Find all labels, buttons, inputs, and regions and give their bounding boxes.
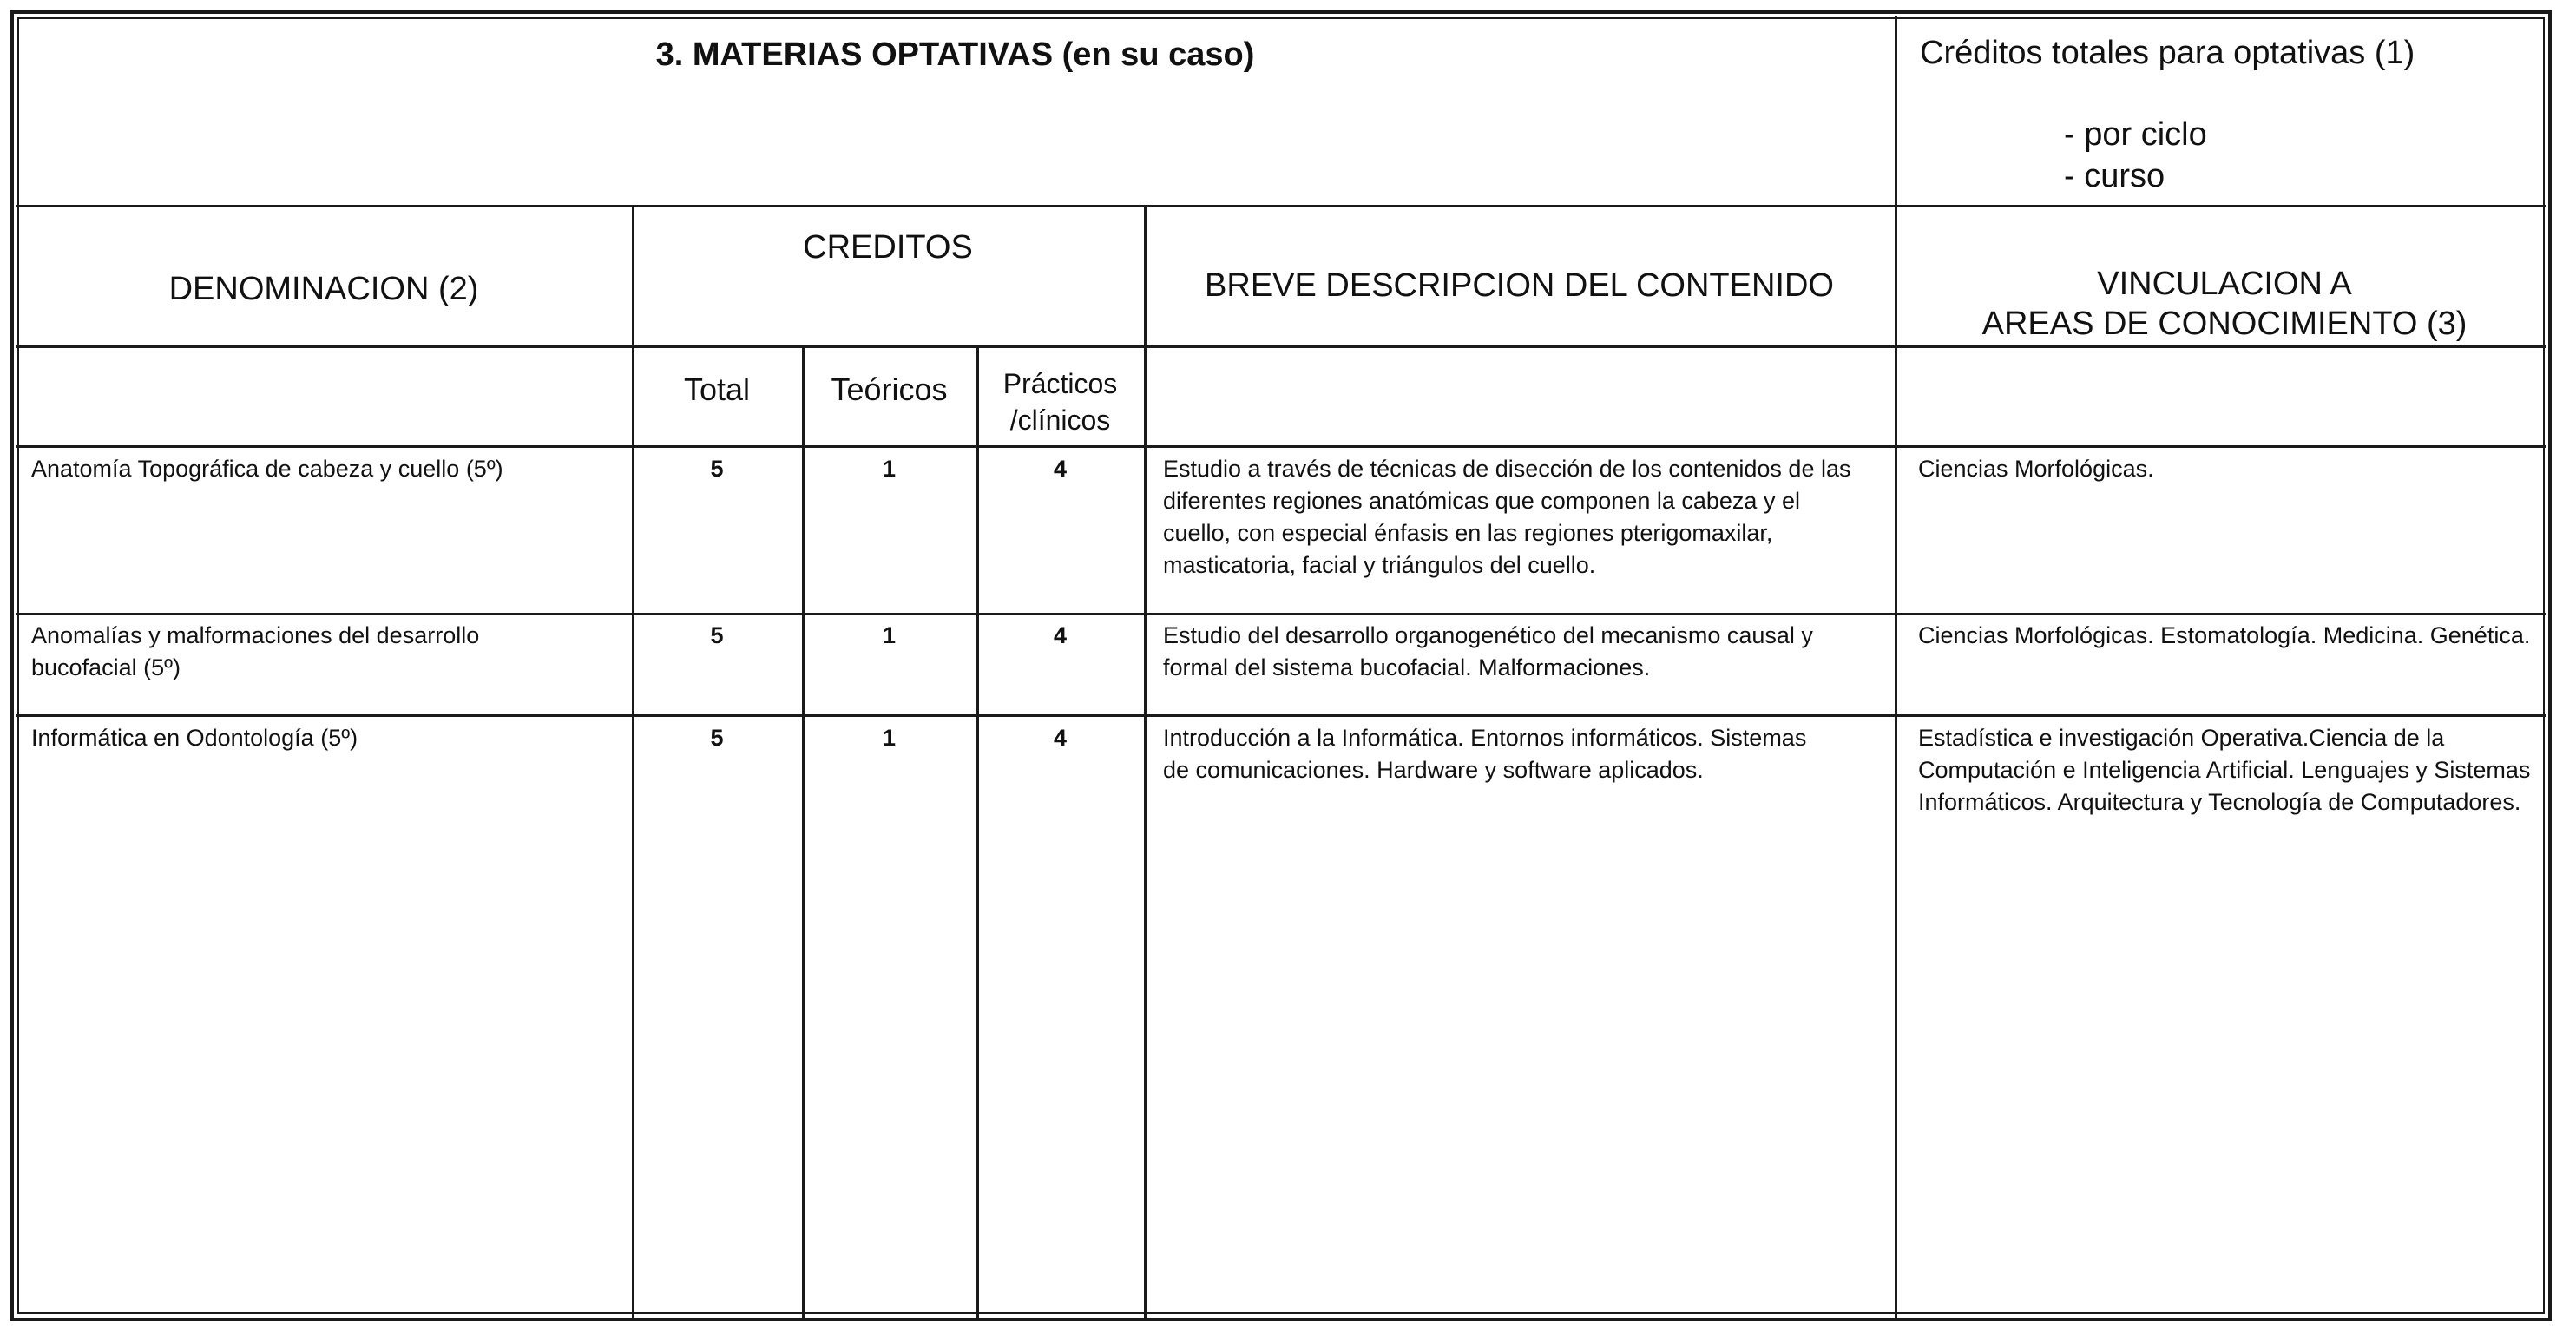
col-header-descripcion: BREVE DESCRIPCION DEL CONTENIDO [1205, 267, 1834, 304]
section-title: 3. MATERIAS OPTATIVAS (en su caso) [655, 36, 1255, 73]
row1-total: 5 [710, 456, 724, 482]
subcol-header-practicos-line1: Prácticos [1002, 368, 1118, 399]
row1-vinculacion: Ciencias Morfológicas. [1918, 456, 2154, 482]
row2-denominacion: Anomalías y malformaciones del desarrollo bucofacial (5º) [31, 622, 480, 680]
col-header-denominacion: DENOMINACION (2) [168, 271, 479, 307]
rule-col-total [802, 346, 805, 1318]
subcol-header-total: Total [683, 371, 751, 407]
rule-subcolumns-bottom [16, 445, 2546, 448]
rule-columns-bottom [16, 345, 2546, 348]
col-header-vinculacion-line2: AREAS DE CONOCIMIENTO (3) [1981, 306, 2468, 342]
row1-denominacion: Anatomía Topográfica de cabeza y cuello (5º) [31, 456, 503, 482]
subcol-header-teoricos: Teóricos [831, 371, 948, 407]
row2-vinculacion: Ciencias Morfológicas. Estomatología. Medicina. Genética. [1918, 622, 2531, 648]
row3-vinculacion: Estadística e investigación Operativa.Ciencia de la Computación e Inteligencia Artificial. Lenguajes y Sistemas Informáticos. Arquitectura y Tecnología de Computadores. [1918, 725, 2531, 815]
col-header-vinculacion-line1: VINCULACION A [2097, 266, 2352, 302]
row3-descripcion: Introducción a la Informática. Entornos informáticos. Sistemas de comunicaciones. Hardware y software aplicados. [1163, 725, 1807, 783]
row3-denominacion: Informática en Odontología (5º) [31, 725, 358, 751]
row2-practicos: 4 [1053, 622, 1068, 648]
row2-total: 5 [710, 622, 724, 648]
row1-practicos: 4 [1053, 456, 1068, 482]
rule-row1-bottom [16, 613, 2546, 615]
rule-col-teoricos [976, 346, 979, 1318]
row2-teoricos: 1 [882, 622, 897, 648]
col-header-creditos: CREDITOS [803, 229, 973, 266]
rule-col-descripcion [1895, 16, 1897, 1318]
per-cycle-label: - por ciclo [2064, 116, 2207, 153]
credits-total-label: Créditos totales para optativas (1) [1920, 35, 2415, 71]
row3-teoricos: 1 [882, 725, 897, 751]
row2-descripcion: Estudio del desarrollo organogenético del mecanismo causal y formal del sistema bucofacial. Malformaciones. [1163, 622, 1813, 680]
rule-row2-bottom [16, 714, 2546, 717]
rule-col-practicos [1144, 206, 1147, 1318]
row1-teoricos: 1 [882, 456, 897, 482]
subcol-header-practicos-line2: /clínicos [1009, 404, 1111, 436]
row3-practicos: 4 [1053, 725, 1068, 751]
row3-total: 5 [710, 725, 724, 751]
row1-descripcion: Estudio a través de técnicas de disección de los contenidos de las diferentes regiones anatómicas que componen la cabeza y el cuello, con especial énfasis en las regiones pterigomaxilar, masticatoria, facial y triángulos del cuello. [1163, 456, 1851, 578]
per-course-label: - curso [2064, 158, 2165, 194]
rule-header-bottom [16, 205, 2546, 207]
